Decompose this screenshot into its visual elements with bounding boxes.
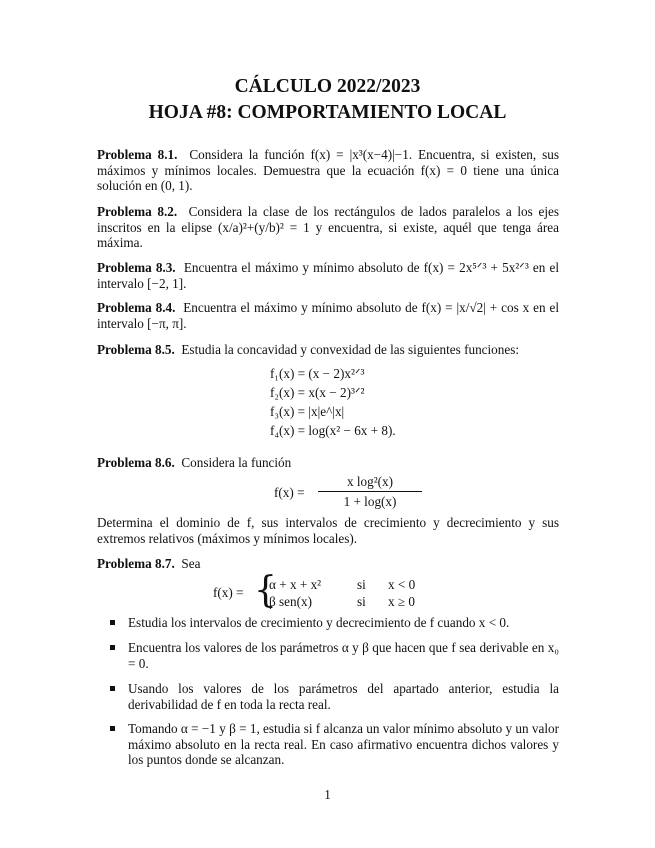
bullet-marker xyxy=(110,721,118,729)
problem-text: Sea xyxy=(181,556,201,571)
problem-text: Encuentra el máximo y mínimo absoluto de f(x) = |x/√2| + cos x en el intervalo [−π, π]. xyxy=(97,300,559,331)
problem-8-4 xyxy=(97,300,559,331)
page-number: 1 xyxy=(324,787,331,802)
bullet-marker xyxy=(110,640,118,648)
problem-label: Problema 8.6. xyxy=(97,455,175,470)
case2-expression: β sen(x) xyxy=(269,594,312,609)
problem-label: Problema 8.2. xyxy=(97,204,178,219)
equation-f3: f₃(x) = |x|e^|x| xyxy=(270,404,345,419)
problem-label: Problema 8.5. xyxy=(97,342,175,357)
case1-expression: α + x + x² xyxy=(269,577,322,592)
problem-8-1 xyxy=(97,147,559,194)
case2-condition: x ≥ 0 xyxy=(388,594,416,609)
formula-numerator: x log²(x) xyxy=(346,474,394,489)
bullet-item: Encuentra los valores de los parámetros α y β que hacen que f sea derivable en x₀ = 0. xyxy=(128,640,559,671)
case1-condition: x < 0 xyxy=(388,577,416,592)
bullet-item: Usando los valores de los parámetros del apartado anterior, estudia la derivabilidad de f en toda la recta real. xyxy=(128,681,559,712)
bullet-item: Estudia los intervalos de crecimiento y decrecimiento de f cuando x < 0. xyxy=(128,615,510,630)
equation-f4: f₄(x) = log(x² − 6x + 8). xyxy=(270,423,396,438)
case1-si: si xyxy=(357,577,366,592)
bullet-marker xyxy=(110,615,118,623)
problem-label: Problema 8.7. xyxy=(97,556,175,571)
document-title: CÁLCULO 2022/2023 xyxy=(234,76,421,97)
piecewise-lhs: f(x) = xyxy=(213,585,244,600)
formula-denominator: 1 + log(x) xyxy=(343,494,397,509)
bullet-item: Tomando α = −1 y β = 1, estudia si f alcanza un valor mínimo absoluto y un valor máximo absoluto en la recta real. En caso afirmativo encuentra dichos valores y los puntos donde se alcanzan. xyxy=(128,721,559,768)
problem-8-5 xyxy=(97,342,559,358)
bullet-marker xyxy=(110,681,118,689)
fraction-bar xyxy=(318,491,422,492)
problem-text: Considera la función f(x) = |x³(x−4)|−1. Encuentra, si existen, sus máximos y mínimos locales. Demuestra que la ecuación f(x) = 0 tiene una única solución en (0, 1). xyxy=(97,147,559,194)
equation-f1: f₁(x) = (x − 2)x²ᐟ³ xyxy=(270,366,365,381)
problem-8-7 xyxy=(97,556,559,572)
left-brace: { xyxy=(254,570,277,611)
case2-si: si xyxy=(357,594,366,609)
problem-text: Considera la función xyxy=(181,455,292,470)
formula-lhs: f(x) = xyxy=(274,485,305,500)
problem-label: Problema 8.4. xyxy=(97,300,176,315)
problem-8-6-continuation: Determina el dominio de f, sus intervalos de crecimiento y decrecimiento y sus extremos relativos (máximos y mínimos locales). xyxy=(97,515,559,546)
problem-text: Encuentra el máximo y mínimo absoluto de f(x) = 2x⁵ᐟ³ + 5x²ᐟ³ en el intervalo [−2, 1]. xyxy=(97,260,560,291)
document-subtitle: HOJA #8: COMPORTAMIENTO LOCAL xyxy=(148,102,507,123)
problem-8-6 xyxy=(97,455,559,471)
problem-8-3 xyxy=(97,260,559,291)
piecewise-function xyxy=(213,570,473,615)
problem-label: Problema 8.1. xyxy=(97,147,178,162)
problem-text: Considera la clase de los rectángulos de lados paralelos a los ejes inscritos en la elipse (x/a)²+(y/b)² = 1 y encuentra, si existe, aquél que tenga área máxima. xyxy=(97,204,559,251)
problem-8-2 xyxy=(97,204,559,251)
equation-f2: f₂(x) = x(x − 2)³ᐟ² xyxy=(270,385,365,400)
problem-label: Problema 8.3. xyxy=(97,260,176,275)
problem-text: Estudia la concavidad y convexidad de las siguientes funciones: xyxy=(181,342,520,357)
